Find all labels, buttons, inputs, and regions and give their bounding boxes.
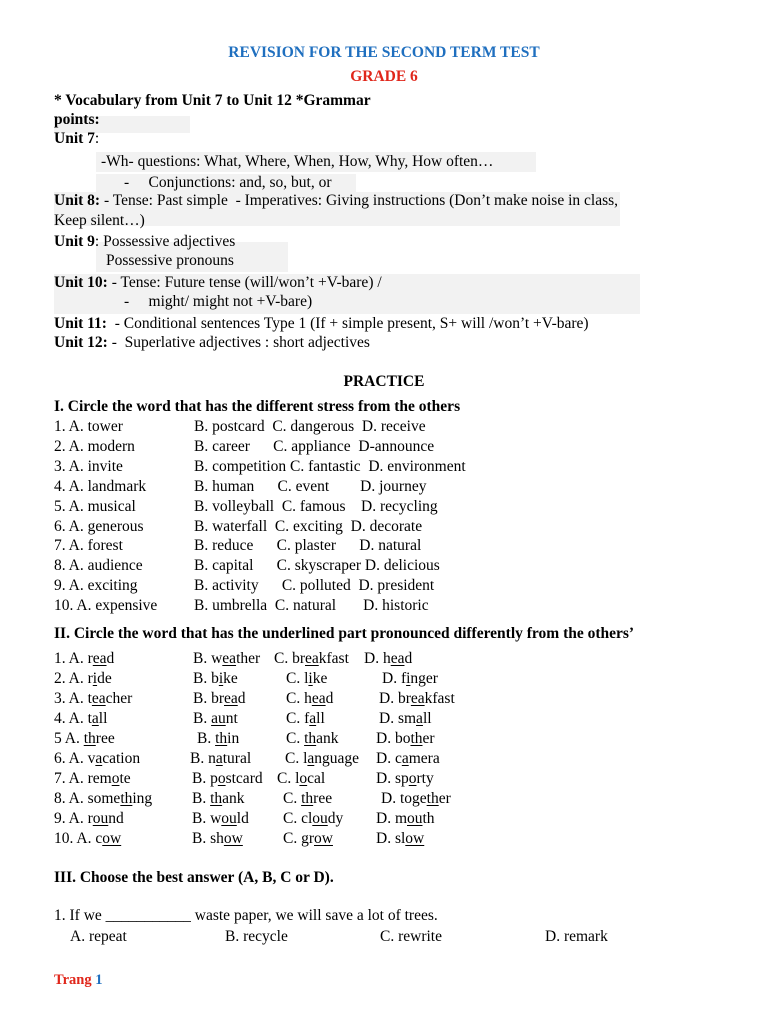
option-word (283, 810, 343, 827)
word-part: t (87, 690, 92, 707)
pronunciation-option-d (376, 810, 435, 828)
word-part: ank (222, 790, 245, 807)
vocab-line: * Vocabulary from Unit 7 to Unit 12 *Grammar (54, 92, 371, 109)
underlined-letters: ow (314, 830, 333, 847)
unit-label: Unit 7 (54, 130, 95, 147)
word-part: nguage (314, 750, 360, 767)
pronunciation-option-d (382, 670, 438, 688)
unit-7-heading (54, 130, 99, 148)
word-part: r (87, 810, 93, 827)
pronunciation-option-b (193, 690, 246, 708)
word-part: C. gr (283, 830, 314, 847)
option-word (84, 730, 115, 747)
underlined-letters: ea (222, 650, 237, 667)
stress-item-options: B. postcard C. dangerous D. receive (194, 418, 426, 435)
stress-item-number: 5. A. musical (54, 497, 136, 515)
pronunciation-option-c (285, 750, 359, 768)
option-word (286, 710, 325, 727)
word-part: cation (102, 750, 141, 767)
underlined-letters: o (111, 770, 120, 787)
word-part: ing (132, 790, 153, 807)
word-part: te (119, 770, 131, 787)
pronunciation-option-c (283, 830, 333, 848)
underlined-letters: ea (305, 650, 319, 667)
word-part: ll (422, 710, 432, 727)
word-part: tural (222, 750, 252, 767)
pronunciation-option-c (283, 810, 343, 828)
option-word (88, 790, 153, 807)
word-part: ld (236, 810, 249, 827)
pronunciation-option-a (54, 710, 107, 728)
word-part: D. m (376, 810, 407, 827)
unit-10-line-2: - might/ might not +V-bare) (124, 293, 313, 310)
option-word (193, 710, 238, 727)
underlined-letters: ou (407, 810, 423, 827)
word-part: d (325, 690, 334, 707)
unit-text: - Tense: Past simple - Imperatives: Giving instructions (Don’t make noise in class, (100, 192, 619, 209)
pronunciation-option-a (54, 670, 112, 688)
unit-12-line (54, 334, 370, 352)
word-part: ke (223, 670, 238, 687)
item-number: 8. A. (54, 790, 88, 807)
pronunciation-option-b (192, 810, 249, 828)
word-part: ke (312, 670, 328, 687)
underlined-letters: o (217, 770, 226, 787)
pronunciation-option-d (376, 730, 435, 748)
word-part: C. (283, 790, 302, 807)
option-word (193, 670, 238, 687)
word-part: D. sm (379, 710, 417, 727)
underlined-letters: ow (223, 830, 243, 847)
word-part: D. f (382, 670, 407, 687)
option-word (274, 650, 349, 667)
section-3-title: III. Choose the best answer (A, B, C or D). (54, 869, 334, 886)
unit-colon: : (94, 130, 100, 147)
word-part: d (404, 650, 413, 667)
section-2-title: II. Circle the word that has the underlined part pronounced differently from the others’ (54, 625, 635, 642)
underlined-letters: th (304, 730, 317, 747)
word-part: some (87, 790, 121, 807)
word-part: B. (192, 790, 211, 807)
word-part: in (227, 730, 240, 747)
unit-7-line-2: - Conjunctions: and, so, but, or (124, 174, 332, 191)
practice-heading: PRACTICE (343, 373, 425, 390)
underlined-letters: a (416, 710, 423, 727)
pronunciation-option-b (193, 710, 238, 728)
option-word (197, 730, 239, 747)
pronunciation-option-b (193, 650, 260, 668)
word-part: t (87, 710, 92, 727)
word-part: C. cl (283, 810, 313, 827)
unit-label: Unit 10: (54, 274, 108, 291)
word-part: B. w (192, 810, 222, 827)
underlined-letters: ou (221, 810, 237, 827)
option-word (193, 690, 246, 707)
stress-item-options: B. competition C. fantastic D. environment (194, 457, 466, 475)
stress-item-number: 7. A. forest (54, 537, 123, 555)
underlined-letters: th (301, 790, 314, 807)
stress-item-number: 4. A. landmark (54, 477, 147, 495)
underlined-letters: ea (311, 690, 326, 707)
option-word (376, 730, 435, 747)
word-part: rty (416, 770, 434, 787)
word-part: stcard (225, 770, 263, 787)
underlined-letters: a (95, 750, 103, 767)
unit-label: Unit 9 (54, 233, 95, 250)
word-part: D. sl (376, 830, 406, 847)
word-part: er (422, 730, 435, 747)
underlined-letters: a (91, 710, 99, 727)
item-number: 6. A. (54, 750, 88, 767)
pronunciation-option-c (283, 790, 332, 808)
option-word (376, 810, 435, 827)
option-word (193, 650, 260, 667)
underlined-letters: i (92, 670, 98, 687)
item-number: 5 A. (54, 730, 84, 747)
word-part: dy (327, 810, 344, 827)
pronunciation-option-c (277, 770, 325, 788)
question-1-option-d[interactable]: D. remark (545, 928, 608, 945)
word-part: nt (225, 710, 238, 727)
word-part: ree (313, 790, 333, 807)
option-word (277, 770, 325, 787)
word-part: v (87, 750, 96, 767)
pronunciation-option-b (197, 730, 239, 748)
option-word (382, 670, 438, 687)
pronunciation-option-b (190, 750, 251, 768)
stress-item-options: B. volleyball C. famous D. recycling (194, 497, 438, 515)
option-word (88, 750, 141, 767)
underlined-letters: th (210, 790, 223, 807)
word-part: B. w (193, 650, 223, 667)
word-part: B. (197, 730, 216, 747)
stress-item-number: 3. A. invite (54, 457, 123, 475)
grade-label: GRADE 6 (350, 68, 418, 85)
pronunciation-option-b (192, 790, 245, 808)
word-part: d (106, 650, 115, 667)
word-part: D. br (379, 690, 411, 707)
underlined-letters: ou (92, 810, 109, 827)
underlined-letters: i (308, 670, 313, 687)
underlined-letters: th (410, 730, 423, 747)
stress-item-options: B. umbrella C. natural D. historic (194, 597, 429, 615)
unit-8-line-1 (54, 192, 618, 210)
pronunciation-option-b (192, 770, 263, 788)
word-part: rem (87, 770, 112, 787)
stress-item-number: 1. A. tower (54, 418, 123, 435)
option-word (379, 690, 455, 707)
option-word (286, 730, 339, 747)
stress-item-number: 9. A. exciting (54, 577, 138, 595)
word-part: ll (316, 710, 325, 727)
word-part: ll (98, 710, 108, 727)
unit-text: - Conditional sentences Type 1 (If + simple present, S+ will /won’t +V-bare) (106, 315, 589, 332)
question-1-option-b[interactable]: B. recycle (225, 928, 288, 945)
word-part: B. p (192, 770, 218, 787)
item-number: 7. A. (54, 770, 88, 787)
word-part: ther (236, 650, 261, 667)
word-part: C. br (274, 650, 305, 667)
question-1-option-c[interactable]: C. rewrite (380, 928, 442, 945)
option-word (192, 790, 245, 807)
option-word (88, 770, 131, 787)
item-number: 10. A. (54, 830, 96, 847)
page-number-value: 1 (95, 972, 103, 988)
option-word (364, 650, 412, 667)
option-word (286, 690, 333, 707)
word-part: r (87, 670, 93, 687)
option-word (88, 690, 133, 707)
underlined-letters: th (215, 730, 228, 747)
unit-text: - Tense: Future tense (will/won’t +V-bare) / (107, 274, 382, 291)
underlined-letters: o (299, 770, 308, 787)
page-number (54, 971, 102, 989)
word-part: c (95, 830, 103, 847)
unit-9-line-1 (54, 233, 235, 251)
unit-10-line-1 (54, 274, 382, 292)
word-part: D. h (364, 650, 391, 667)
pronunciation-option-c (286, 710, 325, 728)
word-part: mera (408, 750, 440, 767)
word-part: ank (316, 730, 339, 747)
word-part: ree (95, 730, 115, 747)
stress-item-number: 2. A. modern (54, 437, 135, 455)
pronunciation-option-c (286, 730, 339, 748)
question-1-option-a[interactable]: A. repeat (70, 928, 127, 945)
word-part: th (422, 810, 435, 827)
underlined-letters: ou (312, 810, 328, 827)
unit-7-line-1: -Wh- questions: What, Where, When, How, Why, How often… (101, 153, 494, 170)
word-part: nd (108, 810, 124, 827)
option-word (376, 830, 424, 847)
pronunciation-option-a (54, 790, 152, 808)
word-part: D. toge (381, 790, 427, 807)
underlined-letters: i (218, 670, 224, 687)
underlined-letters: th (120, 790, 133, 807)
option-word (376, 750, 440, 767)
word-part: C. l (285, 750, 308, 767)
stress-item-number: 10. A. expensive (54, 597, 158, 615)
stress-item-options: B. human C. event D. journey (194, 477, 427, 495)
item-number: 4. A. (54, 710, 88, 727)
word-part: er (438, 790, 451, 807)
pronunciation-option-a (54, 770, 131, 788)
option-word (95, 830, 121, 847)
pronunciation-option-a (54, 650, 114, 668)
pronunciation-option-b (192, 830, 243, 848)
underlined-letters: ea (91, 690, 106, 707)
option-word (192, 770, 263, 787)
unit-text: : Possessive adjectives (94, 233, 236, 250)
unit-8-line-2: Keep silent…) (54, 212, 145, 229)
word-part: D. c (376, 750, 402, 767)
pronunciation-option-d (376, 750, 440, 768)
item-number: 9. A. (54, 810, 88, 827)
word-part: B. sh (192, 830, 224, 847)
pronunciation-option-c (286, 670, 327, 688)
word-part: B. br (193, 690, 224, 707)
word-part: C. l (277, 770, 300, 787)
pronunciation-option-d (379, 710, 432, 728)
stress-item-number: 8. A. audience (54, 557, 143, 575)
word-part: D. sp (376, 770, 409, 787)
section-1-title: I. Circle the word that has the different stress from the others (54, 398, 461, 415)
stress-item-options: B. waterfall C. exciting D. decorate (194, 517, 423, 535)
underlined-letters: a (215, 750, 223, 767)
stress-item-number: 6. A. generous (54, 517, 144, 535)
unit-label: Unit 12: (54, 334, 108, 351)
stress-item-options: B. reduce C. plaster D. natural (194, 537, 422, 555)
option-word (379, 710, 432, 727)
option-word (88, 710, 108, 727)
word-part: C. f (286, 710, 310, 727)
underlined-letters: a (309, 710, 317, 727)
underlined-letters: a (307, 750, 315, 767)
word-part: r (87, 650, 93, 667)
option-word (286, 670, 327, 687)
word-part: kfast (318, 650, 349, 667)
word-part: de (97, 670, 112, 687)
pronunciation-option-a (54, 750, 140, 768)
pronunciation-option-c (274, 650, 349, 668)
pronunciation-option-a (54, 830, 121, 848)
option-word (88, 810, 124, 827)
option-word (283, 830, 333, 847)
underlined-letters: au (211, 710, 226, 727)
word-part: B. b (193, 670, 219, 687)
page-title: REVISION FOR THE SECOND TERM TEST (228, 44, 540, 61)
word-part: C. (286, 730, 305, 747)
option-word (283, 790, 332, 807)
option-word (285, 750, 359, 767)
option-word (381, 790, 451, 807)
underlined-letters: ow (102, 830, 122, 847)
stress-item-options: B. activity C. polluted D. president (194, 577, 435, 595)
word-part: d (237, 690, 246, 707)
unit-text: - Superlative adjectives : short adjectives (107, 334, 370, 351)
underlined-letters: i (406, 670, 411, 687)
item-number: 2. A. (54, 670, 88, 687)
pronunciation-option-b (193, 670, 238, 688)
unit-9-line-2: Possessive pronouns (106, 252, 234, 269)
points-label: points: (54, 111, 100, 128)
word-part: C. h (286, 690, 312, 707)
underlined-letters: th (426, 790, 439, 807)
option-word (88, 650, 115, 667)
underlined-letters: ow (405, 830, 425, 847)
underlined-letters: a (401, 750, 409, 767)
word-part: nger (410, 670, 438, 687)
question-1-text: 1. If we ___________ waste paper, we will save a lot of trees. (54, 907, 438, 924)
underlined-letters: th (83, 730, 96, 747)
word-part: B. (193, 710, 212, 727)
option-word (88, 670, 112, 687)
pronunciation-option-d (381, 790, 451, 808)
pronunciation-option-a (54, 690, 132, 708)
unit-label: Unit 8: (54, 192, 101, 209)
unit-11-line (54, 315, 589, 333)
pronunciation-option-d (379, 690, 455, 708)
unit-label: Unit 11: (54, 315, 107, 332)
pronunciation-option-c (286, 690, 333, 708)
stress-item-options: B. capital C. skyscraper D. delicious (194, 557, 440, 575)
word-part: B. n (190, 750, 216, 767)
option-word (192, 810, 249, 827)
option-word (190, 750, 251, 767)
pronunciation-option-d (376, 830, 424, 848)
word-part: kfast (424, 690, 455, 707)
pronunciation-option-d (376, 770, 434, 788)
underlined-letters: ea (92, 650, 107, 667)
underlined-letters: ea (224, 690, 238, 707)
pronunciation-option-a (54, 730, 115, 748)
pronunciation-option-a (54, 810, 124, 828)
underlined-letters: ea (410, 690, 425, 707)
option-word (192, 830, 243, 847)
pronunciation-option-d (364, 650, 412, 668)
underlined-letters: ea (390, 650, 405, 667)
underlined-letters: o (408, 770, 417, 787)
word-part: C. l (286, 670, 309, 687)
word-part: cher (105, 690, 133, 707)
item-number: 3. A. (54, 690, 88, 707)
option-word (376, 770, 434, 787)
item-number: 1. A. (54, 650, 88, 667)
word-part: D. bo (376, 730, 411, 747)
page-word: Trang (54, 972, 92, 988)
stress-item-options: B. career C. appliance D-announce (194, 437, 435, 455)
word-part: cal (307, 770, 326, 787)
